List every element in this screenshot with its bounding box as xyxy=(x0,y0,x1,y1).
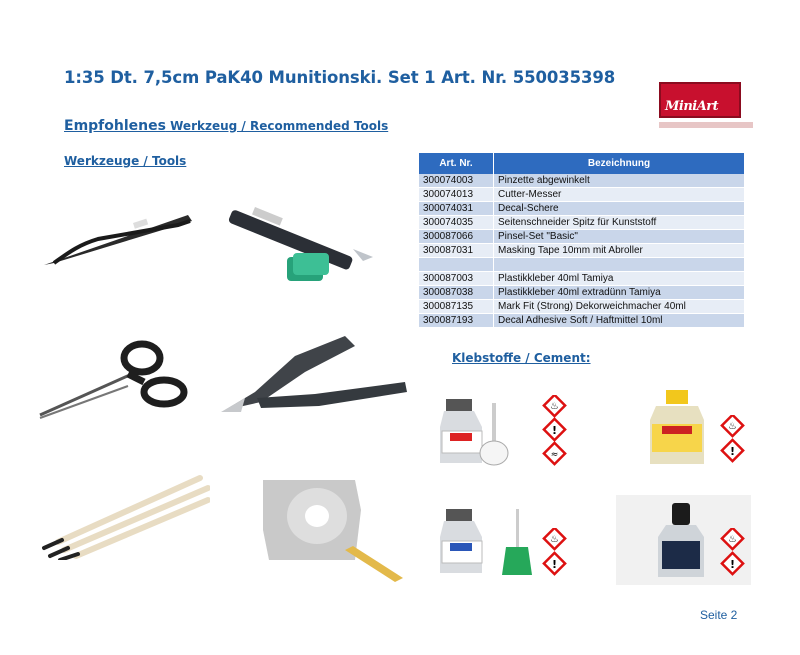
bezeichnung-cell: Pinzette abgewinkelt xyxy=(494,174,745,188)
tools-heading: Werkzeuge / Tools xyxy=(64,154,187,168)
svg-text:♨: ♨ xyxy=(728,421,737,432)
art-nr-cell: 300074013 xyxy=(419,188,494,202)
table-row xyxy=(419,300,745,314)
mark-fit-image xyxy=(648,388,708,468)
svg-text:♨: ♨ xyxy=(550,534,559,545)
logo-text: MiniArt xyxy=(665,99,719,114)
art-nr-cell: 300074031 xyxy=(419,202,494,216)
col-art-nr: Art. Nr. xyxy=(419,153,494,174)
svg-text:≈: ≈ xyxy=(550,450,559,460)
table-row xyxy=(419,188,745,202)
bezeichnung-cell: Seitenschneider Spitz für Kunststoff xyxy=(494,216,745,230)
art-nr-cell xyxy=(419,258,494,272)
svg-text:♨: ♨ xyxy=(728,534,737,545)
cutter-knife-image xyxy=(225,195,385,295)
art-nr-cell: 300087135 xyxy=(419,300,494,314)
hazard-pictograms-4 xyxy=(720,528,746,578)
table-row xyxy=(419,314,745,328)
bezeichnung-cell: Cutter-Messer xyxy=(494,188,745,202)
art-nr-cell: 300087038 xyxy=(419,286,494,300)
table-header-row xyxy=(419,153,745,174)
table-row xyxy=(419,174,745,188)
logo-underline xyxy=(659,122,753,128)
recommended-lead: Empfohlenes xyxy=(64,118,166,134)
svg-text:!: ! xyxy=(729,445,736,458)
table-row xyxy=(419,272,745,286)
brush-set-image xyxy=(40,470,210,560)
art-nr-cell: 300087066 xyxy=(419,230,494,244)
logo-badge xyxy=(659,82,741,118)
art-nr-cell: 300074035 xyxy=(419,216,494,230)
article-table xyxy=(419,153,745,328)
recommended-rest: Werkzeug / Recommended Tools xyxy=(165,119,389,133)
bezeichnung-cell: Masking Tape 10mm mit Abroller xyxy=(494,244,745,258)
side-cutter-image xyxy=(215,332,415,427)
bezeichnung-cell: Decal Adhesive Soft / Haftmittel 10ml xyxy=(494,314,745,328)
masking-tape-image xyxy=(245,470,405,590)
bezeichnung-cell: Mark Fit (Strong) Dekorweichmacher 40ml xyxy=(494,300,745,314)
bezeichnung-cell: Plastikkleber 40ml extradünn Tamiya xyxy=(494,286,745,300)
bezeichnung-cell: Plastikkleber 40ml Tamiya xyxy=(494,272,745,286)
table-row xyxy=(419,230,745,244)
bezeichnung-cell xyxy=(494,258,745,272)
table-row xyxy=(419,286,745,300)
page-number: Seite 2 xyxy=(700,608,738,622)
tweezers-image xyxy=(38,205,198,275)
hazard-pictograms-1 xyxy=(542,395,568,467)
col-bezeichnung: Bezeichnung xyxy=(494,153,745,174)
table-row xyxy=(419,202,745,216)
table-row xyxy=(419,244,745,258)
svg-text:!: ! xyxy=(551,424,558,437)
bezeichnung-cell: Pinsel-Set "Basic" xyxy=(494,230,745,244)
page-title: 1:35 Dt. 7,5cm PaK40 Munitionski. Set 1 Art. Nr. 550035398 xyxy=(64,68,616,87)
scissors-image xyxy=(32,330,192,425)
cement-heading: Klebstoffe / Cement: xyxy=(452,351,591,365)
table-row xyxy=(419,258,745,272)
art-nr-cell: 300087031 xyxy=(419,244,494,258)
svg-text:!: ! xyxy=(729,558,736,571)
art-nr-cell: 300074003 xyxy=(419,174,494,188)
svg-text:!: ! xyxy=(551,558,558,571)
recommended-tools-heading xyxy=(64,115,388,134)
art-nr-cell: 300087193 xyxy=(419,314,494,328)
table-row xyxy=(419,216,745,230)
bezeichnung-cell: Decal-Schere xyxy=(494,202,745,216)
art-nr-cell: 300087003 xyxy=(419,272,494,286)
miniart-logo xyxy=(659,82,753,132)
hazard-pictograms-2 xyxy=(720,415,746,465)
hazard-pictograms-3 xyxy=(542,528,568,578)
svg-text:♨: ♨ xyxy=(550,401,559,412)
